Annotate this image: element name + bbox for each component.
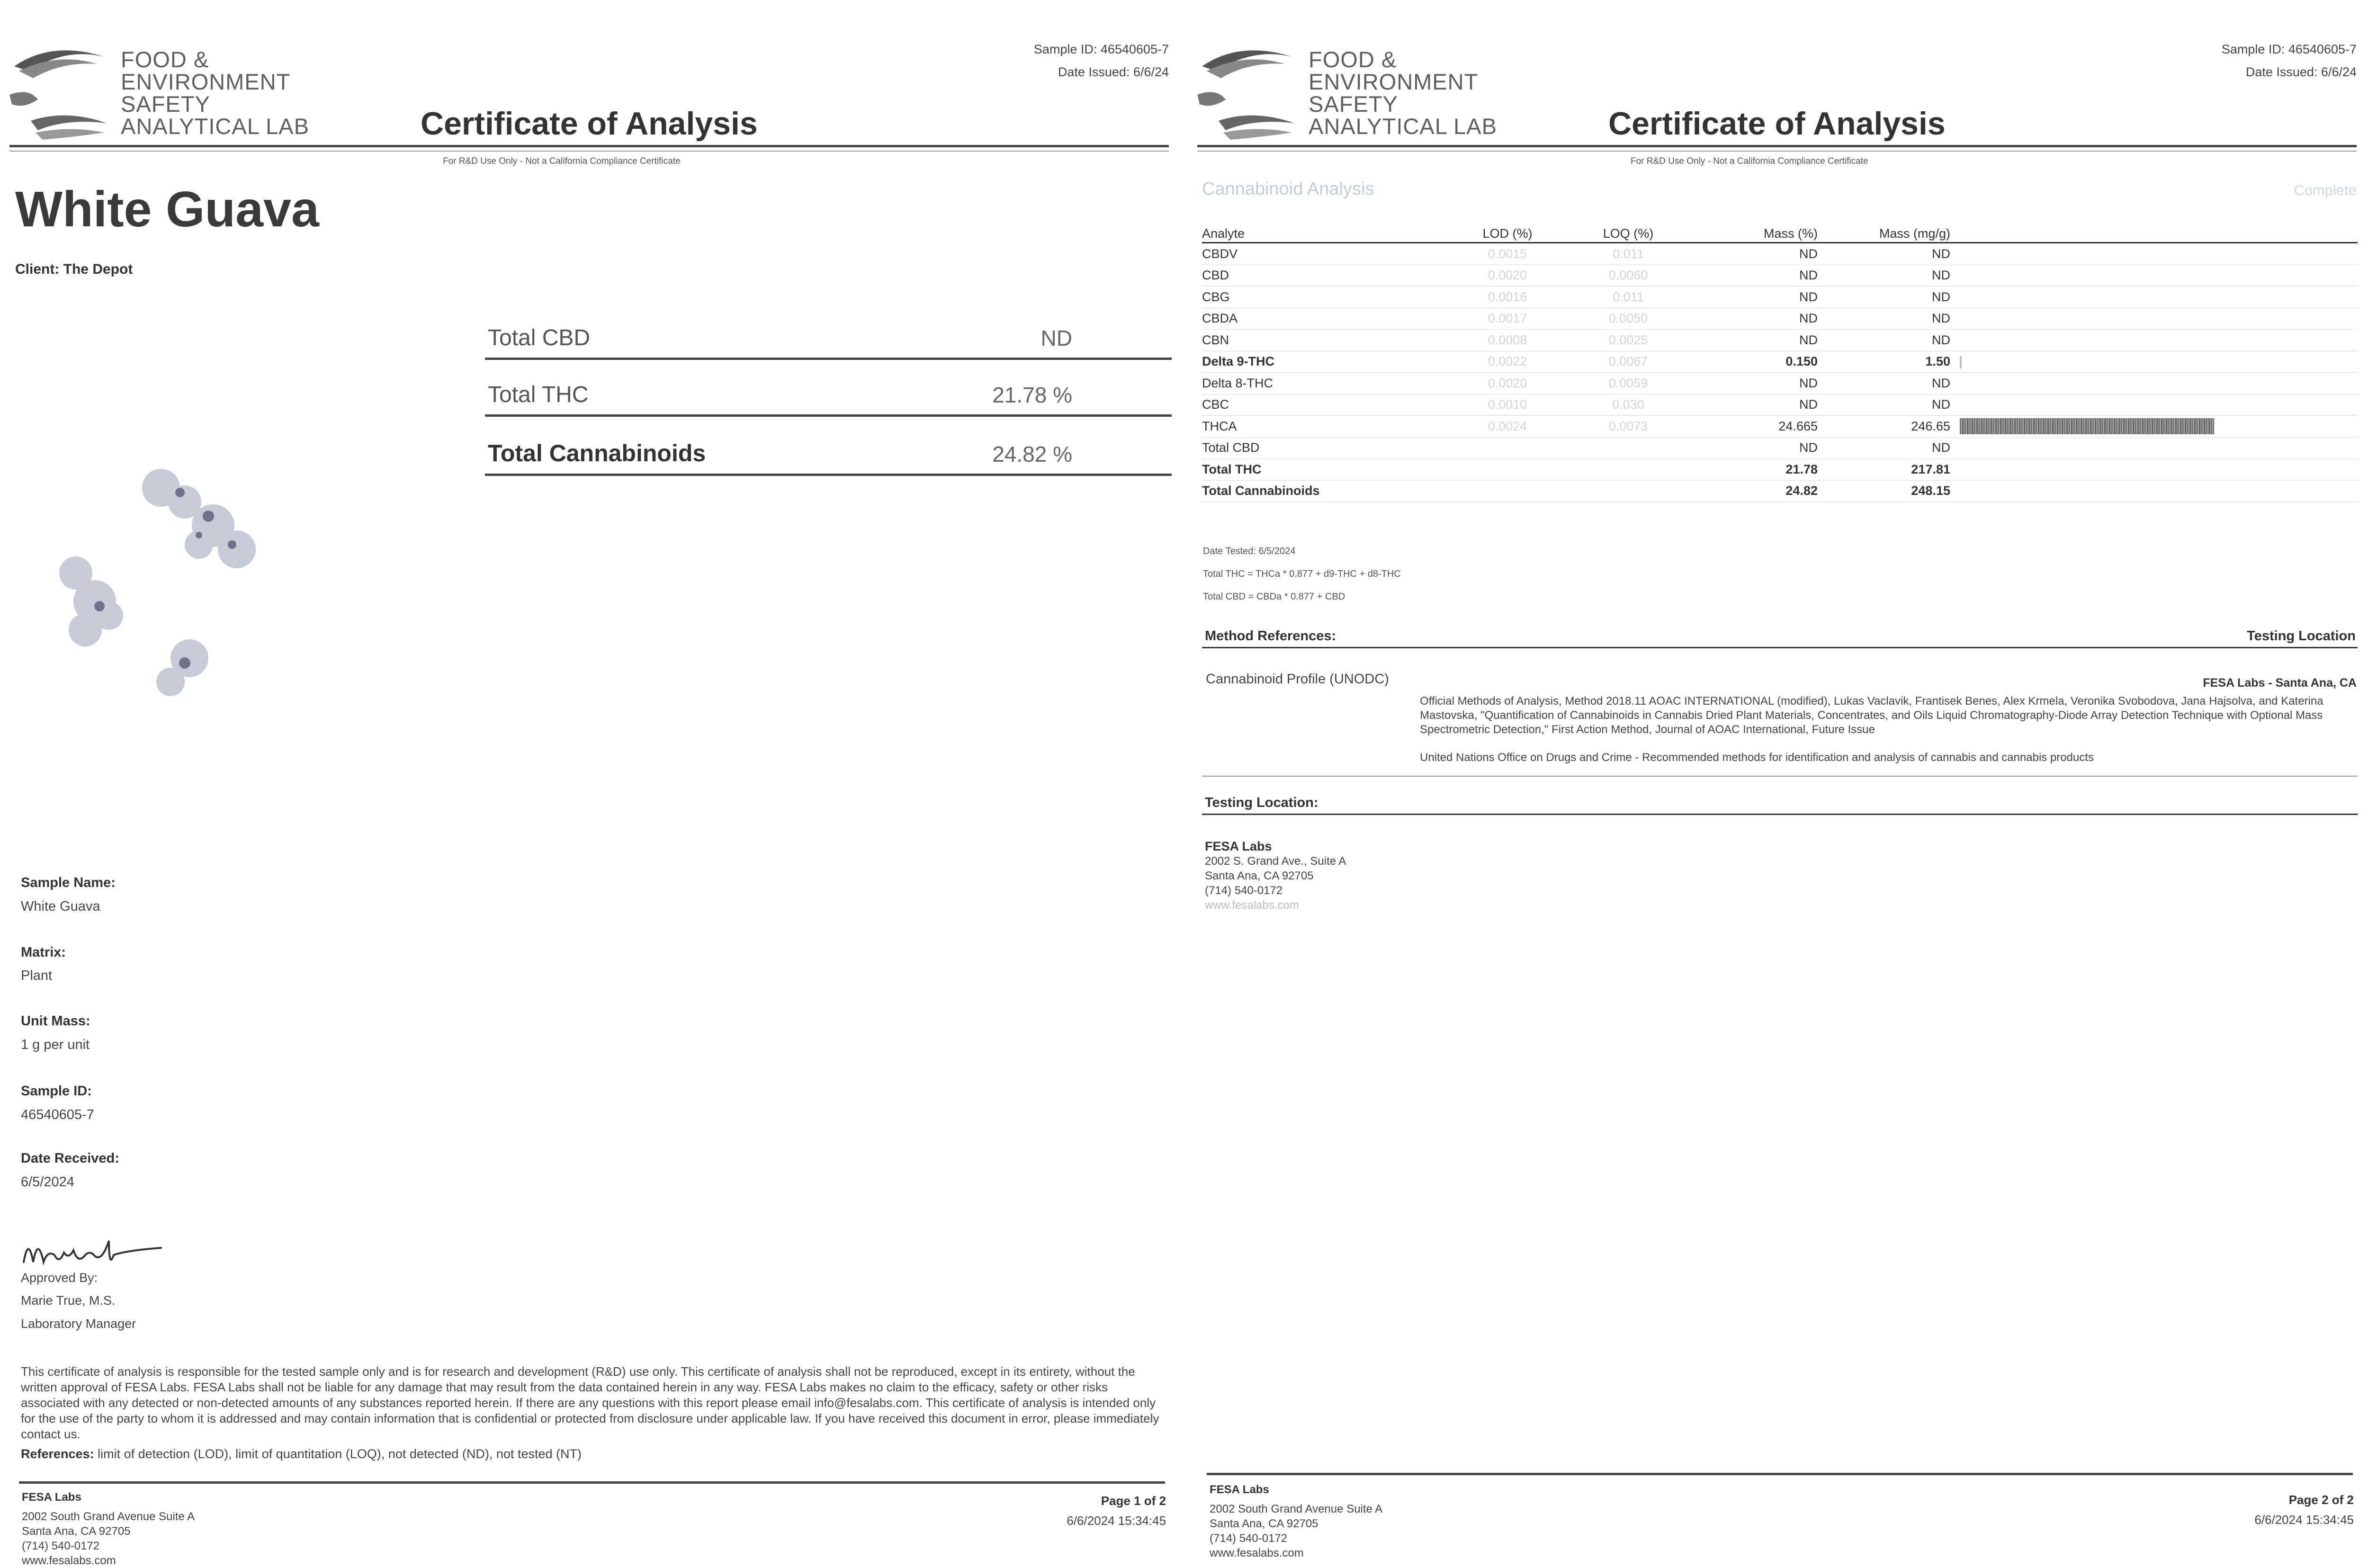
summary-label: Total CBD bbox=[488, 325, 591, 350]
unit-mass-value: 1 g per unit bbox=[21, 1037, 90, 1052]
total-cbd-formula: Total CBD = CBDa * 0.877 + CBD bbox=[1203, 591, 1345, 602]
lab-name bbox=[1309, 48, 1497, 137]
table-row bbox=[1202, 459, 2358, 481]
cell-mass-mg: ND bbox=[1818, 330, 1950, 351]
page-title: Certificate of Analysis bbox=[1608, 106, 1946, 142]
method-references-header bbox=[1202, 625, 2358, 648]
method-description: Official Methods of Analysis, Method 2018.11 AOAC INTERNATIONAL (modified), Lukas Vaclavik, Frantisek Benes, Alex Krmela, Veronika Svobodova, Jana Hajsolva, and Katerina Mastovska, "Quantification of Cannabinoids in Cannabis Dried Plant Materials, Concentrates, and Oils Liquid Chromatography-Diode Array Detection Technique with Optional Mass Spectrometric Detection," First Action Method, Journal of AOAC International, Future Issue bbox=[1420, 695, 2323, 736]
cell-analyte: Total Cannabinoids bbox=[1202, 480, 1448, 502]
product-name: White Guava bbox=[15, 181, 320, 237]
header-divider-thin bbox=[1197, 151, 2357, 152]
footer-divider bbox=[1207, 1473, 2353, 1475]
method-description-unodc: United Nations Office on Drugs and Crime - Recommended methods for identification and analysis of cannabis and cannabis products bbox=[1420, 751, 2094, 764]
sample-meta bbox=[1034, 38, 1169, 83]
cell-lod: 0.0024 bbox=[1448, 416, 1567, 438]
column-header: Mass (%) bbox=[1690, 226, 1818, 243]
approver-title: Laboratory Manager bbox=[21, 1317, 136, 1331]
date-received-value: 6/5/2024 bbox=[21, 1174, 74, 1190]
footer-address bbox=[1210, 1482, 1382, 1560]
cell-mass-pct: ND bbox=[1690, 308, 1818, 330]
cell-analyte: Total CBD bbox=[1202, 437, 1448, 459]
column-header: LOQ (%) bbox=[1567, 226, 1690, 243]
references-line bbox=[21, 1447, 582, 1461]
lab-logo-icon bbox=[9, 38, 109, 147]
cell-mass-bar bbox=[1950, 330, 2358, 351]
cell-mass-mg: ND bbox=[1818, 394, 1950, 416]
sample-name-value: White Guava bbox=[21, 899, 100, 914]
lab-name-line: ENVIRONMENT bbox=[121, 69, 291, 94]
table-row bbox=[1202, 287, 2358, 308]
footer-timestamp: 6/6/2024 15:34:45 bbox=[2254, 1513, 2354, 1527]
sample-id-label: Sample ID: bbox=[21, 1084, 92, 1099]
cell-mass-mg: 248.15 bbox=[1818, 480, 1950, 502]
cell-analyte: Delta 8-THC bbox=[1202, 373, 1448, 394]
summary-row-total-cannabinoids bbox=[485, 436, 1172, 476]
footer-lab-name: FESA Labs bbox=[1210, 1483, 1269, 1496]
lab-name-line: FOOD & bbox=[121, 47, 209, 72]
testing-address-line: Santa Ana, CA 92705 bbox=[1205, 869, 1314, 882]
cell-mass-pct: ND bbox=[1690, 243, 1818, 265]
cell-mass-pct: 24.82 bbox=[1690, 480, 1818, 502]
cannabinoid-table bbox=[1202, 226, 2358, 502]
status-badge: Complete bbox=[2294, 182, 2357, 198]
cell-mass-bar bbox=[1950, 351, 2358, 373]
cell-analyte: CBG bbox=[1202, 287, 1448, 308]
lab-name bbox=[121, 48, 309, 137]
page-number: Page 1 of 2 bbox=[1101, 1494, 1166, 1508]
section-title: Cannabinoid Analysis bbox=[1202, 179, 1374, 199]
cell-lod: 0.0017 bbox=[1448, 308, 1567, 330]
references-label: References: bbox=[21, 1447, 94, 1461]
sample-id-value: 46540605-7 bbox=[21, 1107, 94, 1122]
lab-name-line: ANALYTICAL LAB bbox=[121, 114, 309, 139]
table-body bbox=[1202, 243, 2358, 502]
cell-mass-mg: ND bbox=[1818, 265, 1950, 287]
summary-value: 24.82 % bbox=[992, 442, 1072, 466]
cell-mass-mg: 217.81 bbox=[1818, 459, 1950, 481]
footer-lab-name: FESA Labs bbox=[22, 1491, 81, 1504]
cell-loq: 0.011 bbox=[1567, 243, 1690, 265]
table-row bbox=[1202, 437, 2358, 459]
total-thc-formula: Total THC = THCa * 0.877 + d9-THC + d8-THC bbox=[1203, 569, 1401, 579]
column-header: Analyte bbox=[1202, 226, 1448, 243]
cell-mass-bar bbox=[1950, 287, 2358, 308]
cell-mass-mg: ND bbox=[1818, 287, 1950, 308]
footer-timestamp: 6/6/2024 15:34:45 bbox=[1067, 1514, 1166, 1528]
cell-analyte: CBN bbox=[1202, 330, 1448, 351]
testing-website: www.fesalabs.com bbox=[1205, 899, 1299, 912]
approver-name: Marie True, M.S. bbox=[21, 1293, 116, 1308]
cell-loq: 0.0073 bbox=[1567, 416, 1690, 438]
footer-address bbox=[22, 1490, 195, 1568]
summary-value: 21.78 % bbox=[992, 383, 1072, 407]
table-row bbox=[1202, 480, 2358, 502]
cell-mass-mg: 1.50 bbox=[1818, 351, 1950, 373]
footer-address-line: Santa Ana, CA 92705 bbox=[1210, 1517, 1319, 1530]
calculation-notes bbox=[1203, 540, 1401, 608]
cell-mass-pct: ND bbox=[1690, 373, 1818, 394]
cell-analyte: CBC bbox=[1202, 394, 1448, 416]
date-issued: Date Issued: 6/6/24 bbox=[1058, 65, 1169, 79]
footer-website: www.fesalabs.com bbox=[22, 1554, 116, 1567]
sample-id: Sample ID: 46540605-7 bbox=[2221, 42, 2357, 56]
summary-row-total-thc bbox=[485, 376, 1172, 417]
cell-lod: 0.0020 bbox=[1448, 265, 1567, 287]
table-row bbox=[1202, 373, 2358, 394]
cell-loq: 0.0059 bbox=[1567, 373, 1690, 394]
lab-name-line: ANALYTICAL LAB bbox=[1309, 114, 1497, 139]
summary-row-total-cbd bbox=[485, 320, 1172, 360]
cell-lod: 0.0010 bbox=[1448, 394, 1567, 416]
footer-page-info bbox=[1067, 1491, 1166, 1531]
testing-location-label: Testing Location: bbox=[1205, 795, 1319, 810]
page-number: Page 2 of 2 bbox=[2288, 1493, 2354, 1507]
cell-lod: 0.0022 bbox=[1448, 351, 1567, 373]
table-row bbox=[1202, 416, 2358, 438]
footer-phone: (714) 540-0172 bbox=[22, 1540, 100, 1552]
cell-loq: 0.0025 bbox=[1567, 330, 1690, 351]
coa-page-2 bbox=[1188, 0, 2368, 1559]
cell-loq: 0.0050 bbox=[1567, 308, 1690, 330]
header-divider-thin bbox=[9, 151, 1169, 152]
mass-bar bbox=[1960, 356, 1962, 368]
cell-analyte: Total THC bbox=[1202, 459, 1448, 481]
cell-mass-pct: 21.78 bbox=[1690, 459, 1818, 481]
rd-note: For R&D Use Only - Not a California Compliance Certificate bbox=[1631, 156, 1868, 166]
cell-mass-bar bbox=[1950, 437, 2358, 459]
method-name: Cannabinoid Profile (UNODC) bbox=[1206, 672, 1389, 687]
summary-value: ND bbox=[1040, 326, 1072, 350]
cell-loq bbox=[1567, 459, 1690, 481]
cell-mass-pct: ND bbox=[1690, 287, 1818, 308]
references-text: limit of detection (LOD), limit of quantitation (LOQ), not detected (ND), not tested (NT) bbox=[94, 1447, 582, 1461]
footer-address-line: Santa Ana, CA 92705 bbox=[22, 1525, 131, 1538]
cell-lod bbox=[1448, 437, 1567, 459]
date-issued: Date Issued: 6/6/24 bbox=[2245, 65, 2357, 79]
sample-meta bbox=[2222, 38, 2357, 83]
cell-mass-mg: ND bbox=[1818, 373, 1950, 394]
matrix-value: Plant bbox=[21, 968, 53, 983]
table-row bbox=[1202, 308, 2358, 330]
rd-note: For R&D Use Only - Not a California Compliance Certificate bbox=[443, 156, 681, 166]
cell-mass-mg: 246.65 bbox=[1818, 416, 1950, 438]
method-location: FESA Labs - Santa Ana, CA bbox=[2203, 676, 2357, 690]
mass-bar bbox=[1960, 418, 2214, 434]
approver-signature bbox=[19, 1222, 170, 1274]
table-row bbox=[1202, 351, 2358, 373]
lab-name-line: SAFETY bbox=[121, 91, 210, 116]
testing-address-line: 2002 S. Grand Ave., Suite A bbox=[1205, 855, 1346, 868]
method-divider bbox=[1202, 776, 2358, 777]
header-divider bbox=[9, 145, 1169, 147]
testing-location-address bbox=[1205, 839, 1346, 913]
cell-analyte: THCA bbox=[1202, 416, 1448, 438]
cell-lod: 0.0016 bbox=[1448, 287, 1567, 308]
cell-mass-pct: 24.665 bbox=[1690, 416, 1818, 438]
footer-phone: (714) 540-0172 bbox=[1210, 1532, 1288, 1545]
cell-loq: 0.030 bbox=[1567, 394, 1690, 416]
cell-lod bbox=[1448, 459, 1567, 481]
footer-address-line: 2002 South Grand Avenue Suite A bbox=[1210, 1503, 1383, 1515]
cell-mass-pct: 0.150 bbox=[1690, 351, 1818, 373]
cell-mass-pct: ND bbox=[1690, 394, 1818, 416]
sample-id: Sample ID: 46540605-7 bbox=[1033, 42, 1169, 56]
cell-loq: 0.0060 bbox=[1567, 265, 1690, 287]
cell-mass-bar bbox=[1950, 265, 2358, 287]
footer-divider bbox=[19, 1481, 1165, 1484]
cell-mass-mg: ND bbox=[1818, 243, 1950, 265]
lab-name-line: FOOD & bbox=[1309, 47, 1397, 72]
unit-mass-label: Unit Mass: bbox=[21, 1013, 90, 1029]
testing-lab-name: FESA Labs bbox=[1205, 839, 1272, 853]
cell-mass-mg: ND bbox=[1818, 308, 1950, 330]
testing-phone: (714) 540-0172 bbox=[1205, 884, 1283, 897]
page-title: Certificate of Analysis bbox=[421, 106, 758, 142]
footer-address-line: 2002 South Grand Avenue Suite A bbox=[22, 1510, 195, 1523]
lab-name-line: ENVIRONMENT bbox=[1309, 69, 1479, 94]
method-references-label: Method References: bbox=[1205, 628, 1336, 644]
footer-page-info bbox=[2254, 1490, 2354, 1530]
column-header-bar bbox=[1950, 226, 2358, 243]
cell-loq: 0.011 bbox=[1567, 287, 1690, 308]
cell-mass-bar bbox=[1950, 373, 2358, 394]
table-header-row bbox=[1202, 226, 2358, 243]
testing-location-heading: Testing Location bbox=[2247, 628, 2356, 644]
summary-label: Total Cannabinoids bbox=[488, 440, 706, 466]
table-row bbox=[1202, 330, 2358, 351]
cell-lod: 0.0020 bbox=[1448, 373, 1567, 394]
table-row bbox=[1202, 265, 2358, 287]
approved-by-label: Approved By: bbox=[21, 1271, 98, 1285]
cell-mass-bar bbox=[1950, 308, 2358, 330]
cell-analyte: Delta 9-THC bbox=[1202, 351, 1448, 373]
cell-lod: 0.0008 bbox=[1448, 330, 1567, 351]
table-row bbox=[1202, 243, 2358, 265]
column-header: Mass (mg/g) bbox=[1818, 226, 1950, 243]
cell-analyte: CBDA bbox=[1202, 308, 1448, 330]
cell-loq: 0.0067 bbox=[1567, 351, 1690, 373]
cell-loq bbox=[1567, 480, 1690, 502]
matrix-label: Matrix: bbox=[21, 945, 66, 960]
summary-label: Total THC bbox=[488, 382, 589, 407]
header-divider bbox=[1197, 145, 2357, 147]
testing-location-header bbox=[1202, 792, 2358, 815]
lab-logo-icon bbox=[1197, 38, 1297, 147]
cell-mass-pct: ND bbox=[1690, 265, 1818, 287]
sample-photo bbox=[57, 459, 360, 725]
cell-loq bbox=[1567, 437, 1690, 459]
footer-website: www.fesalabs.com bbox=[1210, 1547, 1304, 1559]
cell-mass-bar bbox=[1950, 394, 2358, 416]
client-name: Client: The Depot bbox=[15, 261, 133, 277]
cell-analyte: CBDV bbox=[1202, 243, 1448, 265]
sample-name-label: Sample Name: bbox=[21, 875, 116, 890]
cell-mass-mg: ND bbox=[1818, 437, 1950, 459]
cell-lod bbox=[1448, 480, 1567, 502]
cell-lod: 0.0015 bbox=[1448, 243, 1567, 265]
table-row bbox=[1202, 394, 2358, 416]
cell-mass-pct: ND bbox=[1690, 330, 1818, 351]
date-received-label: Date Received: bbox=[21, 1151, 119, 1166]
date-tested: Date Tested: 6/5/2024 bbox=[1203, 546, 1296, 556]
cell-mass-bar bbox=[1950, 416, 2358, 438]
lab-name-line: SAFETY bbox=[1309, 91, 1398, 116]
cell-mass-bar bbox=[1950, 480, 2358, 502]
column-header: LOD (%) bbox=[1448, 226, 1567, 243]
disclaimer-text: This certificate of analysis is responsible for the tested sample only and is for research and development (R&D) use only. This certificate of analysis shall not be reproduced, except in its entirety, without the written approval of FESA Labs. FESA Labs shall not be liable for any damage that may result from the data contained herein in any way. FESA Labs makes no claim to the efficacy, safety or other risks associated with any detected or non-detected amounts of any substances reported herein. If there are any questions with this report please email info@fesalabs.com. This certificate of analysis is intended only for the use of the party to whom it is addressed and may contain information that is confidential or protected from disclosure under applicable law. If you have received this document in error, please immediately contact us. bbox=[21, 1364, 1159, 1441]
cell-mass-bar bbox=[1950, 459, 2358, 481]
cell-mass-bar bbox=[1950, 243, 2358, 265]
cell-mass-pct: ND bbox=[1690, 437, 1818, 459]
cell-analyte: CBD bbox=[1202, 265, 1448, 287]
